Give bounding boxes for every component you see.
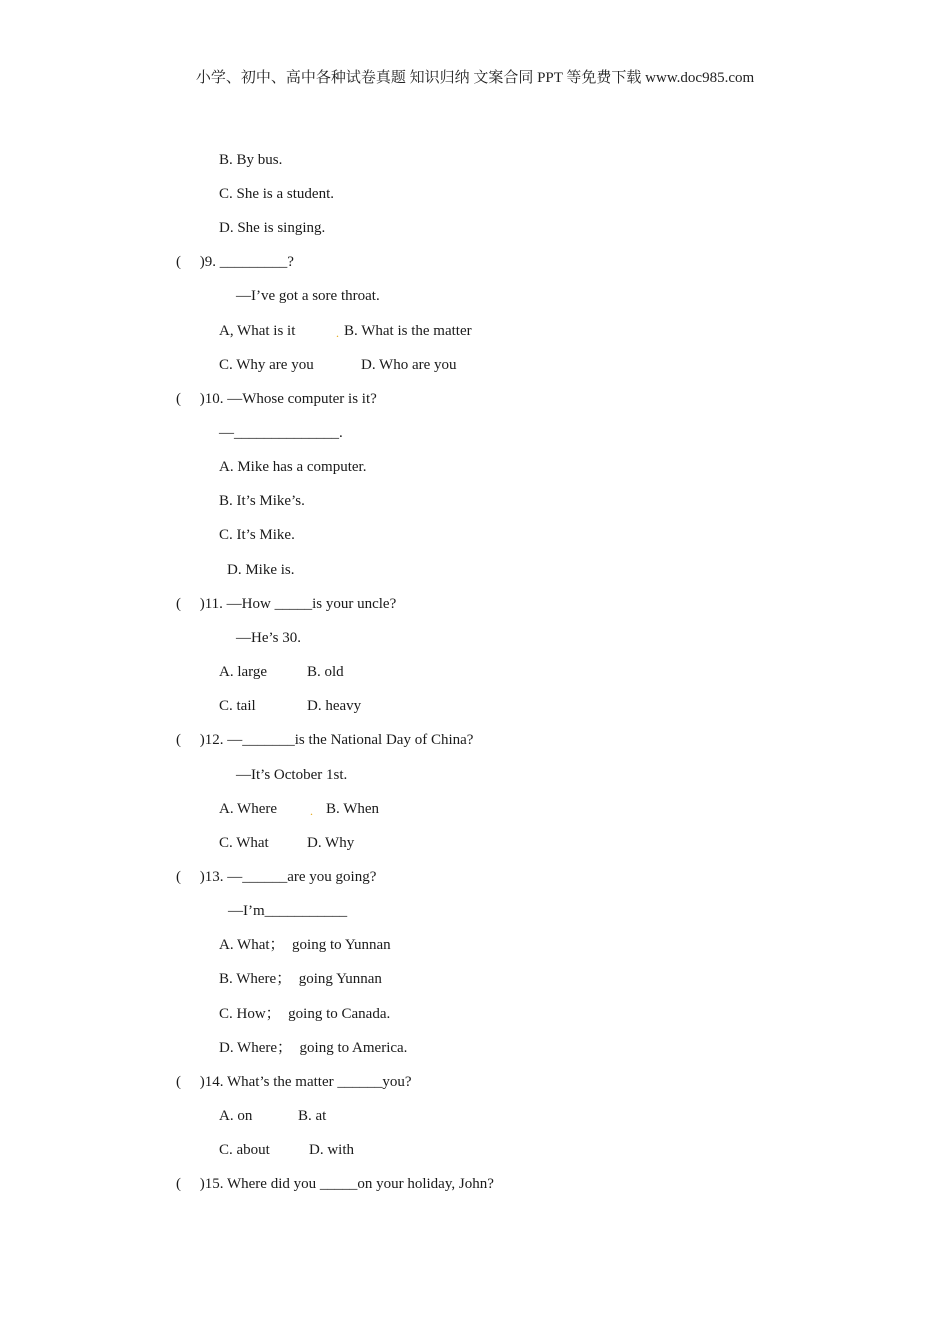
option-line: A. Mike has a computer. [219, 459, 367, 475]
option-line: B. When [326, 801, 380, 817]
option-line: B. What is the matter [344, 323, 472, 339]
option-line: B. By bus. [219, 152, 283, 168]
page-header: 小学、初中、高中各种试卷真题 知识归纳 文案合同 PPT 等免费下载 www.doc985.com [195, 70, 755, 86]
option-line: C. about [219, 1142, 270, 1158]
option-line: C. She is a student. [219, 186, 334, 202]
option-line: C. tail [219, 698, 256, 714]
option-line: C. What [219, 835, 269, 851]
option-line: C. It’s Mike. [219, 527, 295, 543]
option-line: A. What； going to Yunnan [219, 937, 391, 953]
option-line: C. Why are you [219, 357, 314, 373]
option-line: B. old [307, 664, 344, 680]
question-13: ( )13. —______are you going? [176, 869, 377, 885]
decorative-dot: . [310, 804, 313, 818]
option-line: B. It’s Mike’s. [219, 493, 305, 509]
option-line: D. heavy [307, 698, 362, 714]
decorative-dot: . [336, 326, 339, 340]
option-line: B. at [298, 1108, 327, 1124]
dialog-line: —I’ve got a sore throat. [236, 288, 380, 304]
option-line: C. How； going to Canada. [219, 1006, 391, 1022]
dialog-line: —He’s 30. [236, 630, 301, 646]
option-line: D. with [309, 1142, 354, 1158]
option-line: D. Who are you [361, 357, 457, 373]
option-line: B. Where； going Yunnan [219, 971, 382, 987]
question-11: ( )11. —How _____is your uncle? [176, 596, 397, 612]
question-14: ( )14. What’s the matter ______you? [176, 1074, 412, 1090]
question-15: ( )15. Where did you _____on your holiday, John? [176, 1176, 494, 1192]
question-12: ( )12. —_______is the National Day of China? [176, 732, 474, 748]
option-line: A. large [219, 664, 268, 680]
question-9: ( )9. _________? [176, 254, 294, 270]
option-line: A. on [219, 1108, 253, 1124]
dialog-line: —It’s October 1st. [236, 767, 348, 783]
option-line: D. Where； going to America. [219, 1040, 408, 1056]
option-line: D. Why [307, 835, 355, 851]
option-line: D. Mike is. [227, 562, 295, 578]
option-line: D. She is singing. [219, 220, 326, 236]
option-line: A, What is it [219, 323, 296, 339]
question-10: ( )10. —Whose computer is it? [176, 391, 377, 407]
option-line: A. Where [219, 801, 278, 817]
dialog-line: —______________. [219, 425, 343, 441]
dialog-line: —I’m___________ [228, 903, 348, 919]
